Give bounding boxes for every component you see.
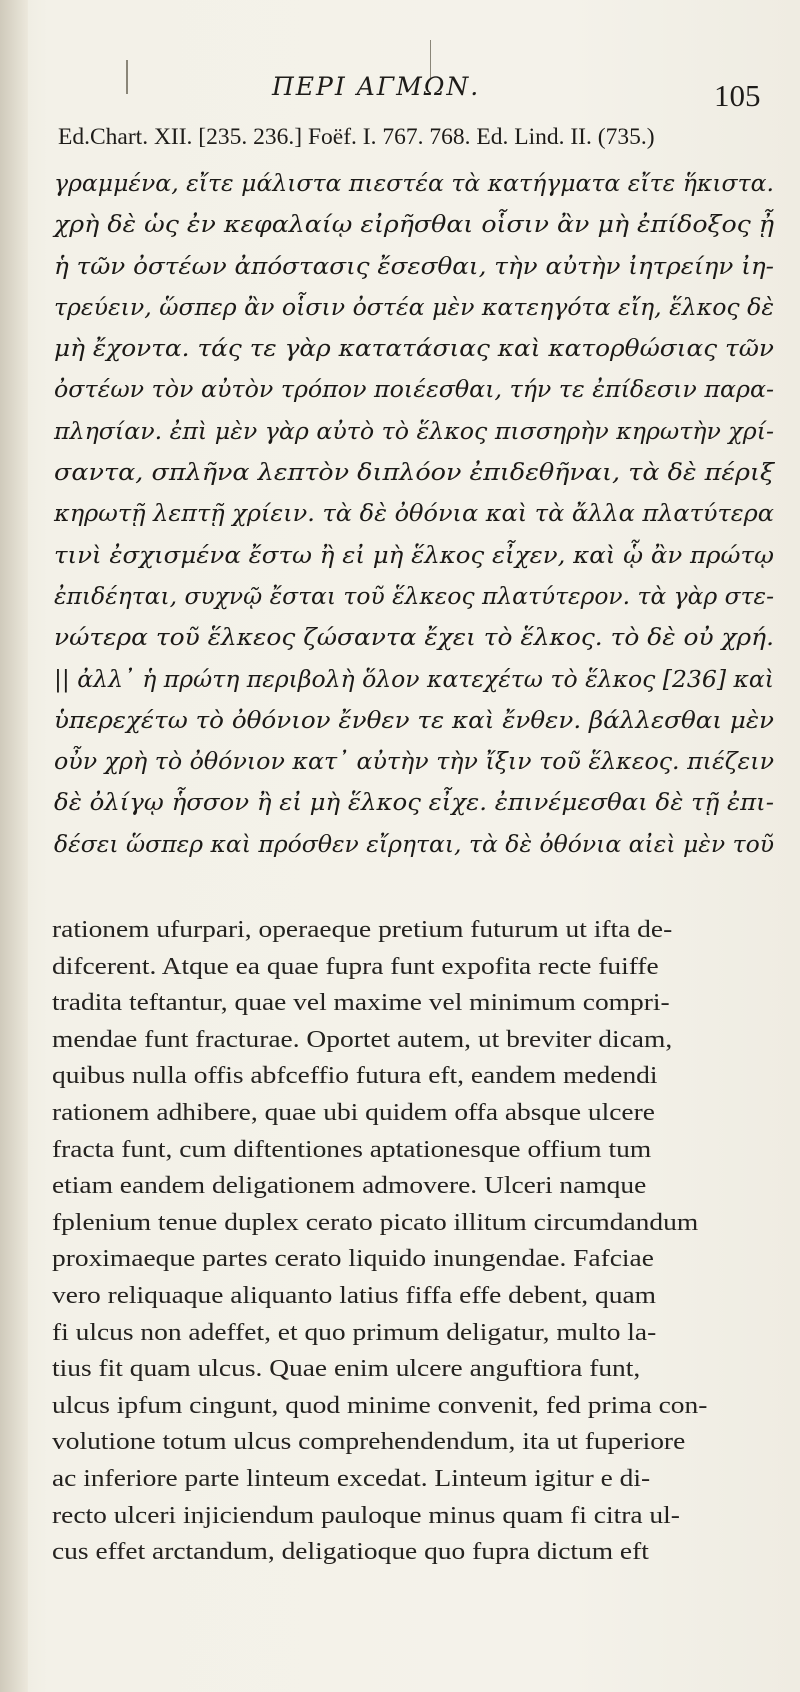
greek-line: δέσει ὥσπερ καὶ πρόσθεν εἴρηται, τὰ δὲ ὀθόνια αἰεὶ μὲν τοῦ [54,831,774,858]
greek-line: δὲ ὀλίγῳ ἧσσον ἢ εἰ μὴ ἕλκος εἶχε. ἐπινέμεσθαι δὲ τῇ ἐπι- [54,790,774,817]
greek-line: γραμμένα, εἴτε μάλιστα πιεστέα τὰ κατήγματα εἴτε ἥκιστα. [54,171,775,197]
latin-line: rationem adhibere, quae ubi quidem offa absque ulcere [52,1098,655,1126]
greek-line: χρὴ δὲ ὡς ἐν κεφαλαίῳ εἰρῆσθαι οἷσιν ἂν μὴ ἐπίδοξος ᾖ [54,212,774,239]
latin-line: ulcus ipfum cingunt, quod minime convenit, fed prima con- [52,1391,708,1419]
latin-line: tradita teftantur, quae vel maxime vel minimum compri- [52,989,670,1017]
greek-line: οὖν χρὴ τὸ ὀθόνιον κατ᾽ αὐτὴν τὴν ἴξιν τοῦ ἕλκεος. πιέζειν [54,749,774,776]
greek-text-block [54,164,776,866]
greek-line: ὀστέων τὸν αὐτὸν τρόπον ποιέεσθαι, τήν τε ἐπίδεσιν παρα- [54,377,774,404]
latin-line: volutione totum ulcus comprehendendum, ita ut fuperiore [52,1428,686,1456]
greek-line: νώτερα τοῦ ἕλκεος ζώσαντα ἔχει τὸ ἕλκος. τὸ δὲ οὐ χρή. [54,625,774,652]
page-header [0,72,800,112]
greek-line: τινὶ ἐσχισμένα ἔστω ἢ εἰ μὴ ἕλκος εἶχεν, καὶ ᾧ ἂν πρώτῳ [54,542,775,569]
greek-line: κηρωτῇ λεπτῇ χρίειν. τὰ δὲ ὀθόνια καὶ τὰ ἄλλα πλατύτερα [54,501,774,528]
latin-line: rationem ufurpari, operaeque pretium futurum ut ifta de- [52,916,673,943]
latin-line: mendae funt fracturae. Oportet autem, ut breviter dicam, [52,1025,673,1053]
greek-line: ὑπερεχέτω τὸ ὀθόνιον ἔνθεν τε καὶ ἔνθεν. βάλλεσθαι μὲν [54,707,775,734]
latin-line: cus effet arctandum, deligatioque quo fupra dictum eft [52,1538,649,1566]
edition-reference: Ed.Chart. XII. [235. 236.] Foëf. I. 767. 768. Ed. Lind. II. (735.) [58,124,655,150]
latin-line: fplenium tenue duplex cerato picato illitum circumdandum [52,1208,699,1236]
running-title: ΠΕΡΙ ΑΓΜΩΝ. [272,72,481,101]
greek-line: ἐπιδέηται, συχνῷ ἔσται τοῦ ἕλκεος πλατύτερον. τὰ γὰρ στε- [54,583,775,610]
latin-line: recto ulceri injiciendum pauloque minus quam fi citra ul- [52,1501,680,1529]
greek-line: σαντα, σπλῆνα λεπτὸν διπλόον ἐπιδεθῆναι, τὰ δὲ πέριξ [54,460,774,487]
greek-line: ἡ τῶν ὀστέων ἀπόστασις ἔσεσθαι, τὴν αὐτὴν ἰητρείην ἰη- [54,253,774,280]
latin-line: tius fit quam ulcus. Quae enim ulcere anguftiora funt, [52,1355,641,1383]
latin-line: fi ulcus non adeffet, et quo primum deligatur, multo la- [52,1318,657,1346]
latin-line: quibus nulla offis abfceffio futura eft, eandem medendi [52,1062,658,1090]
latin-line: proximaeque partes cerato liquido inungendae. Fafciae [52,1245,654,1273]
greek-line: || ἀλλ᾽ ἡ πρώτη περιβολὴ ὅλον κατεχέτω τὸ ἕλκος [236] καὶ [54,666,774,693]
latin-line: vero reliquaque aliquanto latius fiffa effe debent, quam [52,1281,656,1309]
latin-line: fracta funt, cum diftentiones aptationesque offium tum [52,1135,652,1163]
latin-line: difcerent. Atque ea quae fupra funt expofita recte fuiffe [52,952,659,980]
latin-line: etiam eandem deligationem admovere. Ulceri namque [52,1172,647,1200]
greek-line: πλησίαν. ἐπὶ μὲν γὰρ αὐτὸ τὸ ἕλκος πισσηρὴν κηρωτὴν χρί- [54,418,774,445]
greek-line: μὴ ἔχοντα. τάς τε γὰρ κατατάσιας καὶ κατορθώσιας τῶν [54,336,774,363]
greek-line: τρεύειν, ὥσπερ ἂν οἷσιν ὀστέα μὲν κατεηγότα εἴη, ἕλκος δὲ [54,294,774,321]
binding-gutter [0,0,28,1692]
latin-line: ac inferiore parte linteum excedat. Linteum igitur e di- [52,1464,651,1492]
latin-text-block [52,912,778,1571]
page-number: 105 [714,78,761,113]
